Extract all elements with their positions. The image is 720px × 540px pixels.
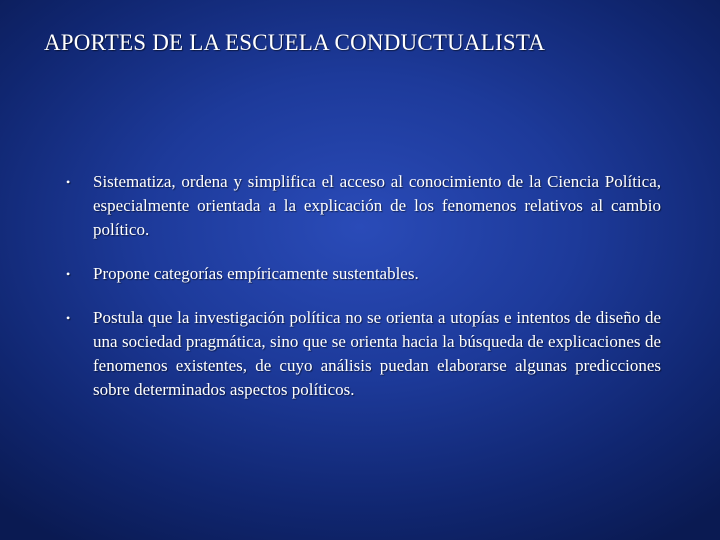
bullet-dot-icon: •	[66, 311, 71, 325]
bullet-item	[66, 170, 661, 242]
bullet-text: Propone categorías empíricamente sustentables.	[93, 264, 419, 283]
bullet-dot-icon: •	[66, 267, 71, 281]
slide-title: APORTES DE LA ESCUELA CONDUCTUALISTA	[44, 30, 546, 55]
bullet-item	[66, 262, 661, 286]
bullet-text: Sistematiza, ordena y simplifica el acceso al conocimiento de la Ciencia Política, especialmente orientada a la explicación de los fenomenos relativos al cambio político.	[93, 172, 661, 239]
bullet-item	[66, 306, 661, 402]
bullet-list	[66, 170, 661, 422]
bullet-dot-icon: •	[66, 175, 71, 189]
bullet-text: Postula que la investigación política no se orienta a utopías e intentos de diseño de una sociedad pragmática, sino que se orienta hacia la búsqueda de explicaciones de fenomenos existentes, de cuyo análisis puedan elaborarse algunas predicciones sobre determinados aspectos políticos.	[93, 308, 661, 399]
